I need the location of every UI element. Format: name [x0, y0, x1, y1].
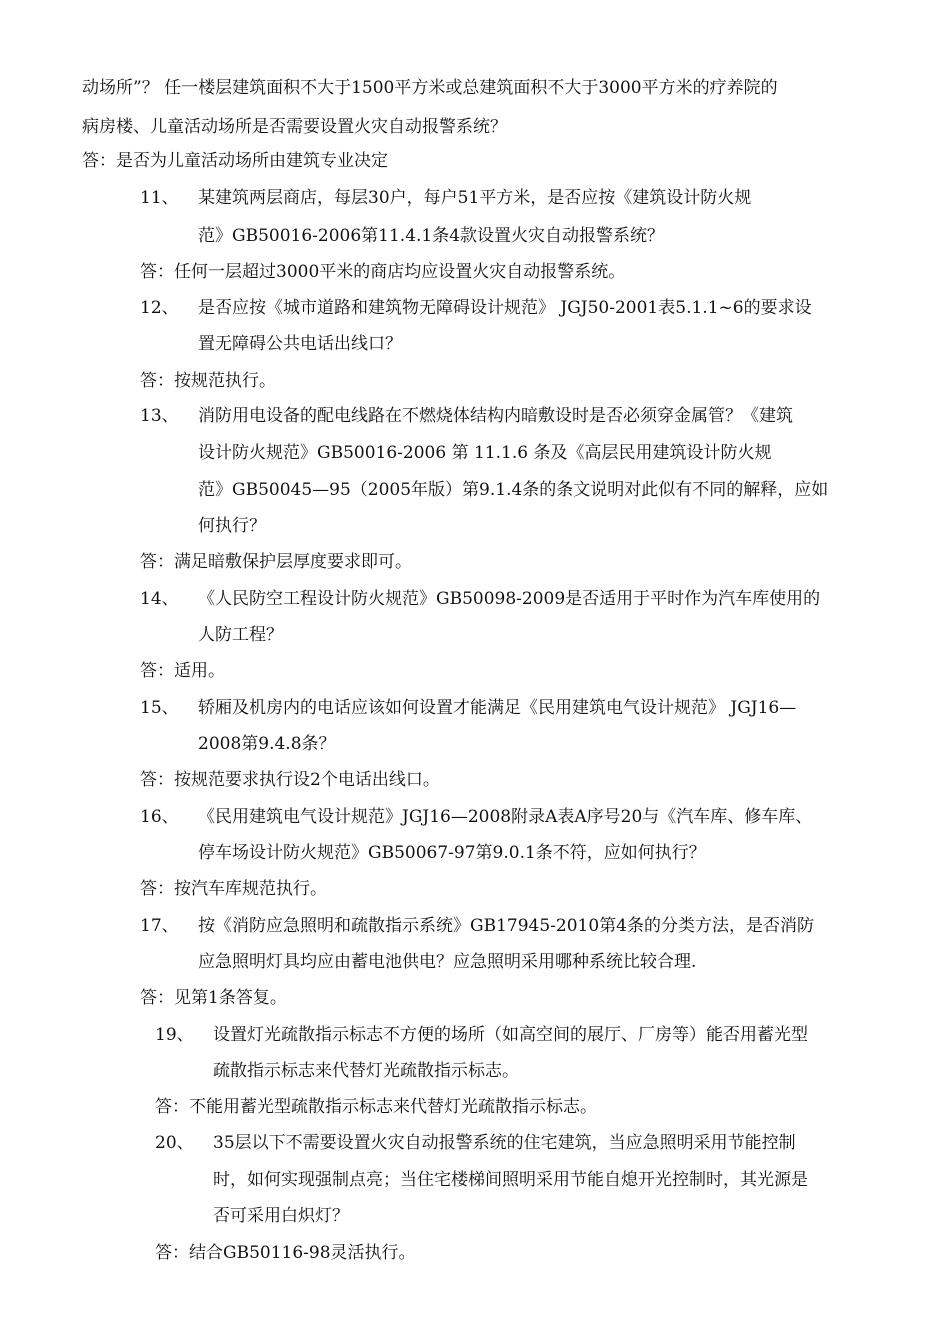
- answer-line: 答：见第1条答复。: [140, 988, 287, 1008]
- answer-line: 答：按规范要求执行设2个电话出线口。: [140, 770, 440, 790]
- answer-line: 答：按规范执行。: [140, 371, 276, 391]
- answer-line: 答：适用。: [140, 661, 225, 681]
- item-number: 13、: [140, 406, 179, 426]
- question-line: 按《消防应急照明和疏散指示系统》GB17945-2010第4条的分类方法，是否消防: [198, 916, 814, 936]
- answer-line: 答：任何一层超过3000平米的商店均应设置火灾自动报警系统。: [140, 262, 626, 282]
- item-number: 14、: [140, 589, 179, 609]
- item-number: 15、: [140, 698, 179, 718]
- question-line: 否可采用白炽灯？: [213, 1206, 349, 1226]
- question-line: 《民用建筑电气设计规范》JGJ16—2008附录A表A序号20与《汽车库、修车库、: [198, 807, 813, 827]
- item-number: 11、: [140, 188, 179, 208]
- question-line: 何执行？: [198, 516, 266, 536]
- question-line: 设置灯光疏散指示标志不方便的场所（如高空间的展厅、厂房等）能否用蓄光型: [213, 1025, 808, 1045]
- item-number: 16、: [140, 807, 179, 827]
- answer-line: 答：不能用蓄光型疏散指示标志来代替灯光疏散指示标志。: [155, 1097, 597, 1117]
- answer-line: 答：按汽车库规范执行。: [140, 879, 327, 899]
- question-line: 2008第9.4.8条？: [198, 734, 336, 754]
- question-line: 设计防火规范》GB50016-2006 第 11.1.6 条及《高层民用建筑设计防火规: [198, 443, 772, 463]
- answer-line: 答：满足暗敷保护层厚度要求即可。: [140, 552, 412, 572]
- question-line: 范》GB50016-2006第11.4.1条4款设置火灾自动报警系统？: [198, 226, 665, 246]
- intro-line-1: 动场所”？ 任一楼层建筑面积不大于1500平方米或总建筑面积不大于3000平方米的疗养院的: [82, 78, 778, 98]
- question-line: 停车场设计防火规范》GB50067-97第9.0.1条不符，应如何执行？: [198, 843, 706, 863]
- question-line: 轿厢及机房内的电话应该如何设置才能满足《民用建筑电气设计规范》 JGJ16—: [198, 698, 797, 718]
- item-number: 17、: [140, 916, 179, 936]
- question-line: 消防用电设备的配电线路在不燃烧体结构内暗敷设时是否必须穿金属管？《建筑: [198, 406, 793, 426]
- question-line: 应急照明灯具均应由蓄电池供电？应急照明采用哪种系统比较合理.: [198, 952, 697, 972]
- answer-line: 答：结合GB50116-98灵活执行。: [155, 1243, 416, 1263]
- question-line: 《人民防空工程设计防火规范》GB50098-2009是否适用于平时作为汽车库使用的: [198, 589, 821, 609]
- question-line: 某建筑两层商店，每层30户，每户51平方米，是否应按《建筑设计防火规: [198, 188, 752, 208]
- question-line: 是否应按《城市道路和建筑物无障碍设计规范》 JGJ50-2001表5.1.1~6的要求设: [198, 298, 812, 318]
- intro-answer: 答：是否为儿童活动场所由建筑专业决定: [82, 151, 388, 171]
- item-number: 19、: [155, 1025, 194, 1045]
- question-line: 人防工程？: [198, 625, 283, 645]
- intro-line-2: 病房楼、儿童活动场所是否需要设置火灾自动报警系统？: [82, 117, 507, 137]
- question-line: 疏散指示标志来代替灯光疏散指示标志。: [213, 1061, 519, 1081]
- question-line: 范》GB50045—95（2005年版）第9.1.4条的条文说明对此似有不同的解释，应如: [198, 480, 829, 500]
- question-line: 置无障碍公共电话出线口？: [198, 334, 402, 354]
- item-number: 20、: [155, 1133, 194, 1153]
- question-line: 时，如何实现强制点亮；当住宅楼梯间照明采用节能自熄开光控制时，其光源是: [213, 1170, 808, 1190]
- item-number: 12、: [140, 298, 179, 318]
- question-line: 35层以下不需要设置火灾自动报警系统的住宅建筑，当应急照明采用节能控制: [213, 1133, 796, 1153]
